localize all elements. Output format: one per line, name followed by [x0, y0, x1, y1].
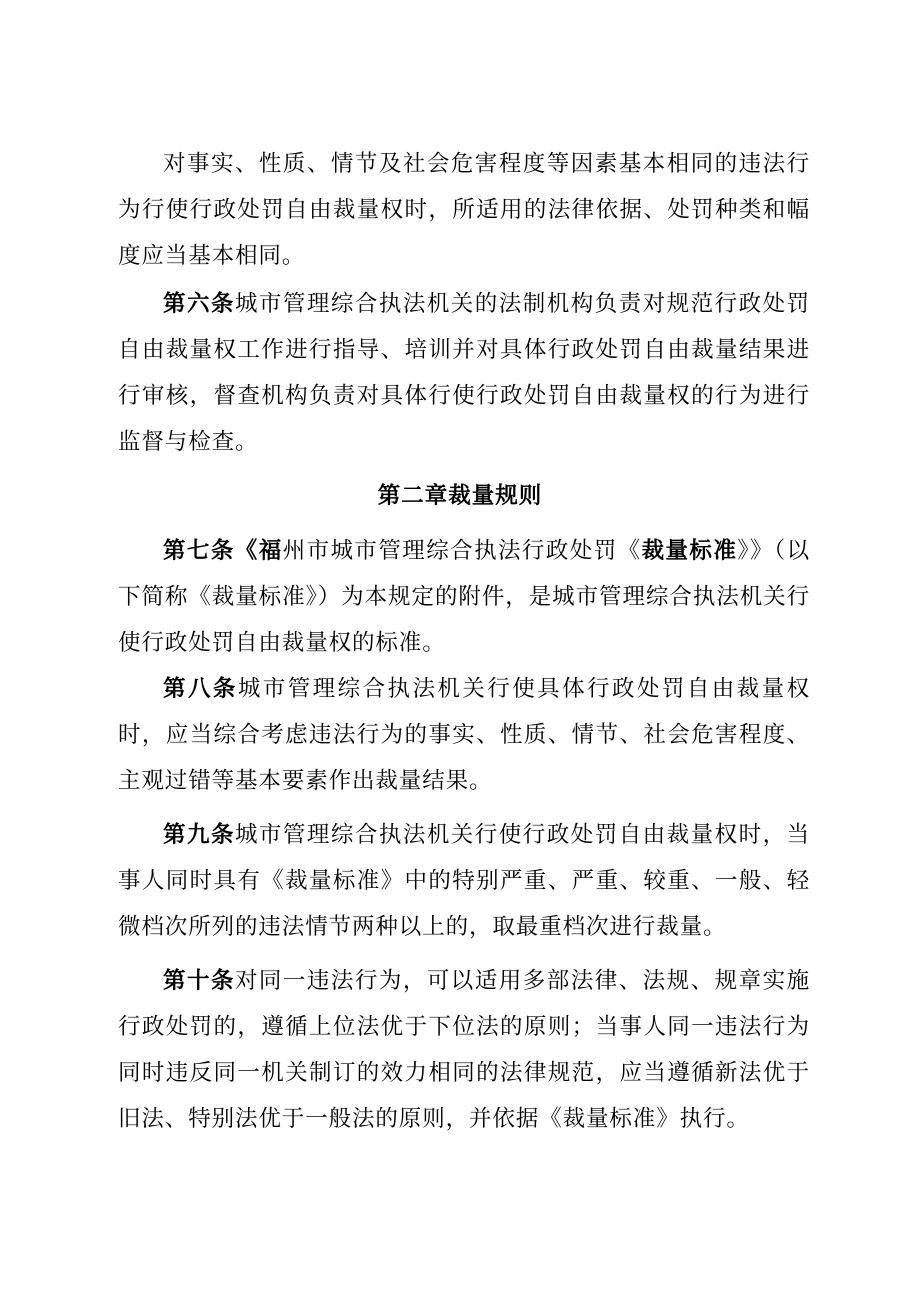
paragraph-text: 对同一违法行为，可以适用多部法律、法规、规章实施行政处罚的，遵循上位法优于下位法的原则；当事人同一违法行为同时违反同一机关制订的效力相同的法律规范，应当遵循新法优于旧法、特别法优于一般法的原则，并依据《裁量标准》执行。	[118, 968, 810, 1132]
article-number: 第十条	[163, 968, 235, 994]
article-number: 第九条	[163, 822, 235, 848]
paragraph-text: 城市管理综合执法机关行使行政处罚自由裁量权时，当事人同时具有《裁量标准》中的特别严重、严重、较重、一般、轻微档次所列的违法情节两种以上的，取最重档次进行裁量。	[118, 822, 810, 940]
article-number: 第六条	[163, 291, 235, 317]
article-number: 第七条《福	[163, 538, 283, 564]
paragraph-article-10	[118, 958, 810, 1142]
emphasized-term: 裁量标准	[641, 538, 738, 564]
paragraph-article-7	[118, 528, 810, 666]
article-number: 第八条	[163, 676, 238, 702]
paragraph-article-5-continued	[118, 141, 810, 279]
paragraph-article-8	[118, 666, 810, 804]
paragraph-text: 城市管理综合执法机关行使具体行政处罚自由裁量权时，应当综合考虑违法行为的事实、性质、情节、社会危害程度、主观过错等基本要素作出裁量结果。	[118, 676, 811, 794]
paragraph-text: 州市城市管理综合执法行政处罚《	[282, 538, 642, 564]
paragraph-text: 城市管理综合执法机关的法制机构负责对规范行政处罚自由裁量权工作进行指导、培训并对具体行政处罚自由裁量结果进行审核，督查机构负责对具体行使行政处罚自由裁量权的行为进行监督与检查。	[118, 291, 810, 455]
paragraph-article-9	[118, 812, 810, 950]
chapter-heading: 第二章裁量规则	[377, 483, 543, 509]
paragraph-text: 》》（以下简称《裁量标准》）为本规定的附件，是城市管理综合执法机关行使行政处罚自由裁量权的标准。	[118, 538, 810, 656]
paragraph-text: 对事实、性质、情节及社会危害程度等因素基本相同的违法行为行使行政处罚自由裁量权时，所适用的法律依据、处罚种类和幅度应当基本相同。	[118, 151, 810, 269]
paragraph-article-6	[118, 281, 810, 465]
